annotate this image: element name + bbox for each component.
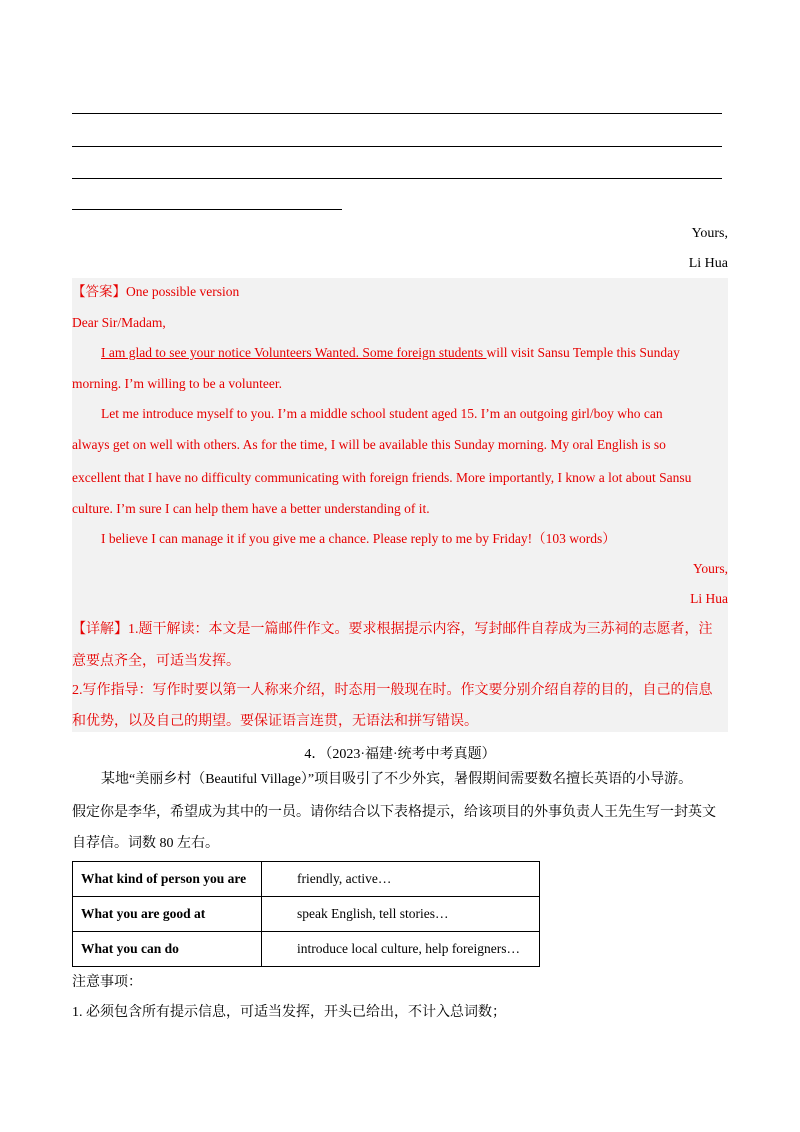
signature-closing: Yours, — [691, 226, 728, 241]
answer-intro: One possible version — [126, 284, 240, 299]
writing-line-1 — [72, 113, 722, 114]
answer-p2-line4: culture. I’m sure I can help them have a better understanding of it. — [72, 501, 430, 516]
table-key: What you are good at — [73, 897, 262, 932]
question-line-3: 自荐信。词数 80 左右。 — [72, 836, 219, 851]
question-heading: 4．（2023·福建·统考中考真题） — [304, 747, 496, 762]
answer-p3-line1: I believe I can manage it if you give me a chance. Please reply to me by Friday!（103 words） — [101, 531, 616, 546]
answer-header — [72, 285, 728, 299]
answer-p1-line1 — [101, 346, 728, 360]
answer-p1-line2: morning. I’m willing to be a volunteer. — [72, 376, 282, 391]
table-row — [73, 932, 540, 967]
table-value: introduce local culture, help foreigners… — [262, 932, 540, 967]
answer-p2-line3: excellent that I have no difficulty communicating with foreign friends. More importantly, I know a lot about Sansu — [72, 470, 692, 485]
table-value: speak English, tell stories… — [262, 897, 540, 932]
prompt-table — [72, 861, 540, 967]
writing-line-4 — [72, 209, 342, 210]
table-value: friendly, active… — [262, 862, 540, 897]
answer-p2-line2: always get on well with others. As for the time, I will be available this Sunday morning. My oral English is so — [72, 437, 666, 452]
signature-name: Li Hua — [688, 256, 728, 271]
detail-line-2: 意要点齐全，可适当发挥。 — [72, 654, 240, 669]
answer-underlined-text: I am glad to see your notice Volunteers Wanted. Some foreign students — [101, 345, 487, 360]
table-row — [73, 862, 540, 897]
writing-line-3 — [72, 178, 722, 179]
question-line-1: 某地“美丽乡村（Beautiful Village）”项目吸引了不少外宾，暑假期间需要数名擅长英语的小导游。 — [101, 772, 693, 787]
question-line-2: 假定你是李华，希望成为其中的一员。请你结合以下表格提示，给该项目的外事负责人王先生写一封英文 — [72, 805, 716, 820]
table-key: What kind of person you are — [73, 862, 262, 897]
table-key: What you can do — [73, 932, 262, 967]
answer-closing: Yours, — [692, 561, 728, 576]
answer-p2-line1: Let me introduce myself to you. I’m a middle school student aged 15. I’m an outgoing girl/boy who can — [101, 406, 663, 421]
note-1: 1. 必须包含所有提示信息，可适当发挥，开头已给出，不计入总词数； — [72, 1005, 506, 1020]
answer-name: Li Hua — [690, 591, 728, 606]
writing-line-2 — [72, 146, 722, 147]
table-row — [73, 897, 540, 932]
detail-line-4: 和优势，以及自己的期望。要保证语言连贯，无语法和拼写错误。 — [72, 714, 478, 729]
detail-line-1 — [72, 623, 728, 637]
answer-salutation: Dear Sir/Madam, — [72, 315, 166, 330]
answer-tag: 【答案】 — [72, 284, 126, 299]
notes-title: 注意事项： — [72, 975, 142, 990]
detail-tag: 【详解】 — [72, 622, 128, 637]
detail-text-1: 1.题干解读：本文是一篇邮件作文。要求根据提示内容，写封邮件自荐成为三苏祠的志愿者，注 — [128, 622, 713, 637]
answer-p1-rest: will visit Sansu Temple this Sunday — [486, 345, 680, 360]
detail-line-3: 2.写作指导：写作时要以第一人称来介绍，时态用一般现在时。作文要分别介绍自荐的目的，自己的信息 — [72, 683, 713, 698]
